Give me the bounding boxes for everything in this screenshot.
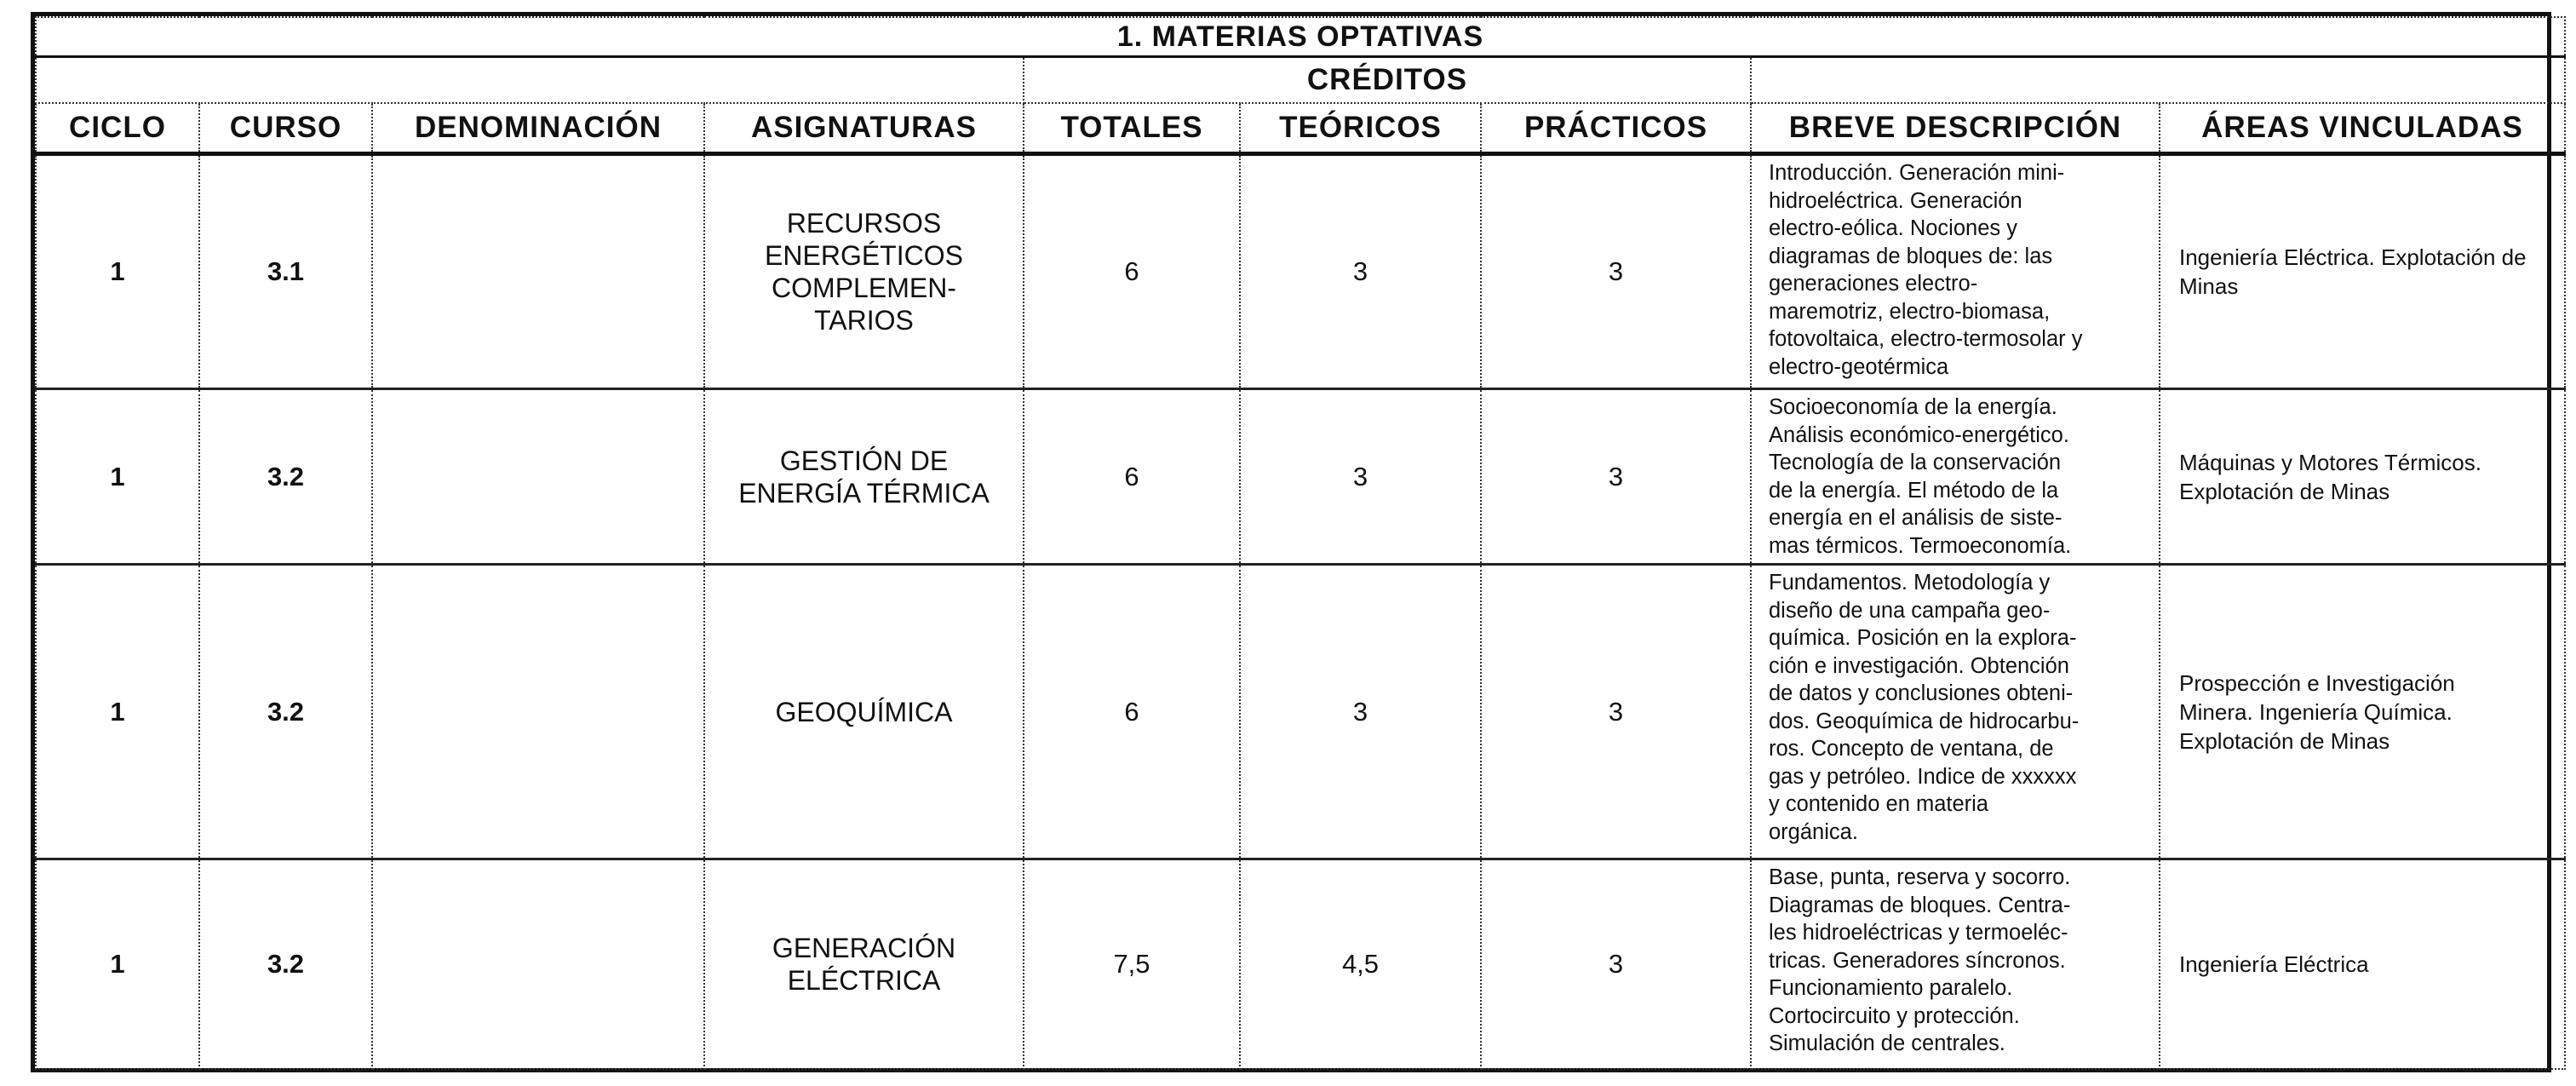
col-header-descripcion: BREVE DESCRIPCIÓN [1751, 103, 2160, 154]
optional-subjects-table [35, 16, 2566, 1070]
header-spacer-right [1751, 57, 2565, 104]
cell-areas: Prospección e Investigación Minera. Ingeniería Química. Explotación de Minas [2160, 565, 2565, 859]
cell-asignatura: GENERACIÓN ELÉCTRICA [704, 859, 1024, 1069]
cell-areas: Máquinas y Motores Térmicos. Explotación de Minas [2160, 389, 2565, 565]
cell-descripcion: Socioeconomía de la energía. Análisis económico-energético. Tecnología de la conservación de la energía. El método de la energía en el análisis de siste- mas térmicos. Termoeconomía. [1751, 389, 2160, 565]
table-row [36, 389, 2565, 565]
cell-areas: Ingeniería Eléctrica. Explotación de Minas [2160, 154, 2565, 389]
cell-descripcion: Introducción. Generación mini- hidroeléctrica. Generación electro-eólica. Nociones y diagramas de bloques de: las generaciones electro- maremotriz, electro-biomasa, fotovoltaica, electro-termosolar y electro-geotérmica [1751, 154, 2160, 389]
cell-practicos: 3 [1481, 859, 1751, 1069]
cell-asignatura: RECURSOS ENERGÉTICOS COMPLEMEN- TARIOS [704, 154, 1024, 389]
cell-curso: 3.1 [199, 154, 372, 389]
cell-ciclo: 1 [36, 389, 199, 565]
cell-practicos: 3 [1481, 154, 1751, 389]
table-row [36, 154, 2565, 389]
cell-denominacion [372, 154, 704, 389]
cell-ciclo: 1 [36, 154, 199, 389]
cell-denominacion [372, 859, 704, 1069]
col-header-teoricos: TEÓRICOS [1240, 103, 1481, 154]
cell-ciclo: 1 [36, 565, 199, 859]
cell-asignatura: GESTIÓN DE ENERGÍA TÉRMICA [704, 389, 1024, 565]
cell-practicos: 3 [1481, 565, 1751, 859]
cell-descripcion: Fundamentos. Metodología y diseño de una campaña geo- química. Posición en la explora- ción e investigación. Obtención de datos y conclusiones obteni- dos. Geoquímica de hidrocarbu- ros. Concepto de ventana, de gas y petróleo. Indice de xxxxxx y contenido en materia orgánica. [1751, 565, 2160, 859]
col-header-ciclo: CICLO [36, 103, 199, 154]
column-header-row [36, 103, 2565, 154]
cell-totales: 6 [1024, 389, 1240, 565]
table-row [36, 565, 2565, 859]
col-header-totales: TOTALES [1024, 103, 1240, 154]
header-spacer-left [36, 57, 1024, 104]
col-header-curso: CURSO [199, 103, 372, 154]
optional-subjects-sheet [31, 12, 2551, 1072]
cell-teoricos: 4,5 [1240, 859, 1481, 1069]
table-row [36, 859, 2565, 1069]
cell-teoricos: 3 [1240, 154, 1481, 389]
credits-group-header: CRÉDITOS [1024, 57, 1751, 104]
cell-denominacion [372, 565, 704, 859]
col-header-practicos: PRÁCTICOS [1481, 103, 1751, 154]
col-header-asignaturas: ASIGNATURAS [704, 103, 1024, 154]
cell-totales: 7,5 [1024, 859, 1240, 1069]
cell-curso: 3.2 [199, 859, 372, 1069]
cell-totales: 6 [1024, 154, 1240, 389]
cell-practicos: 3 [1481, 389, 1751, 565]
cell-teoricos: 3 [1240, 565, 1481, 859]
cell-curso: 3.2 [199, 389, 372, 565]
cell-totales: 6 [1024, 565, 1240, 859]
table-title: 1. MATERIAS OPTATIVAS [36, 17, 2565, 57]
cell-curso: 3.2 [199, 565, 372, 859]
cell-denominacion [372, 389, 704, 565]
cell-areas: Ingeniería Eléctrica [2160, 859, 2565, 1069]
cell-ciclo: 1 [36, 859, 199, 1069]
cell-descripcion: Base, punta, reserva y socorro. Diagramas de bloques. Centra- les hidroeléctricas y termoeléc- tricas. Generadores síncronos. Funcionamiento paralelo. Cortocircuito y protección. Simulación de centrales. [1751, 859, 2160, 1069]
col-header-areas: ÁREAS VINCULADAS [2160, 103, 2565, 154]
col-header-denominacion: DENOMINACIÓN [372, 103, 704, 154]
cell-asignatura: GEOQUÍMICA [704, 565, 1024, 859]
cell-teoricos: 3 [1240, 389, 1481, 565]
